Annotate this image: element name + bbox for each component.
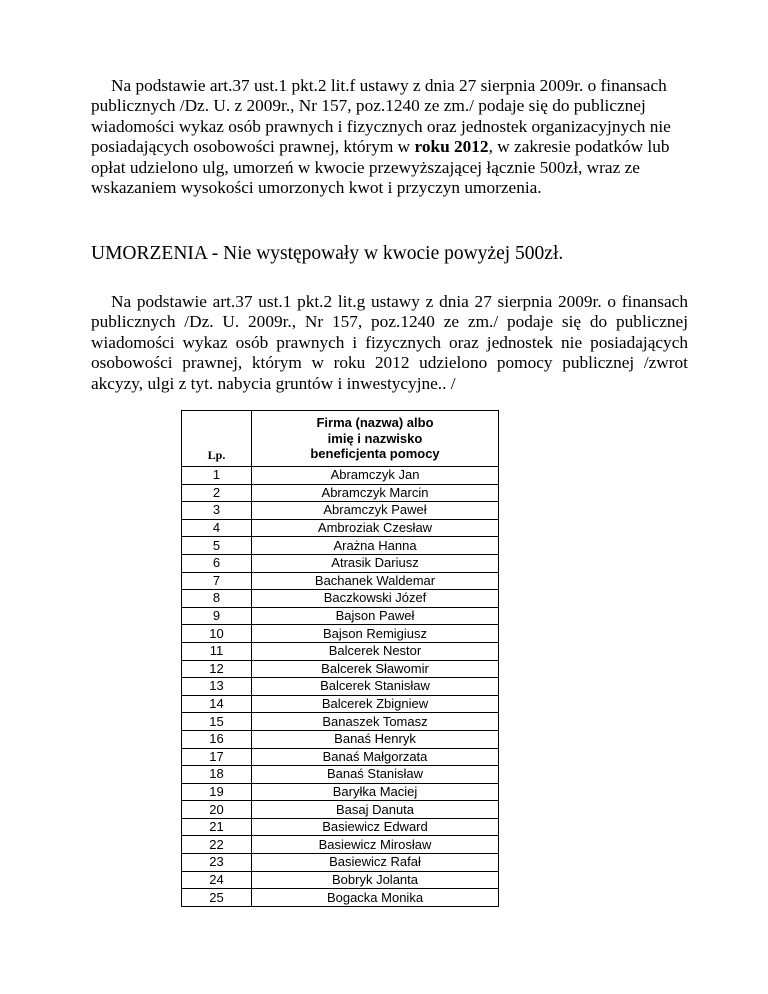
cell-lp: 8 [182, 590, 252, 608]
cell-beneficiary-name: Arażna Hanna [252, 537, 499, 555]
paragraph-text: , w zakresie podatków lub opłat udzielono ulg, umorzeń w kwocie przewyższającej łącznie 500zł, wraz ze wskazaniem wysokości umorzonych kwot i przyczyn umorzenia. [91, 137, 670, 198]
cell-beneficiary-name: Banaszek Tomasz [252, 713, 499, 731]
cell-beneficiary-name: Balcerek Stanisław [252, 678, 499, 696]
cell-beneficiary-name: Abramczyk Marcin [252, 484, 499, 502]
paragraph-bold-year: roku 2012 [414, 137, 489, 157]
cell-beneficiary-name: Baryłka Maciej [252, 783, 499, 801]
cell-beneficiary-name: Bobryk Jolanta [252, 871, 499, 889]
cell-lp: 17 [182, 748, 252, 766]
table-row [182, 854, 499, 872]
beneficiaries-table [181, 410, 499, 907]
cell-lp: 20 [182, 801, 252, 819]
cell-beneficiary-name: Bajson Paweł [252, 607, 499, 625]
cell-lp: 21 [182, 818, 252, 836]
table-row [182, 607, 499, 625]
cell-beneficiary-name: Ambroziak Czesław [252, 519, 499, 537]
cell-lp: 5 [182, 537, 252, 555]
cell-lp: 24 [182, 871, 252, 889]
cell-lp: 23 [182, 854, 252, 872]
cell-lp: 2 [182, 484, 252, 502]
cell-lp: 6 [182, 554, 252, 572]
paragraph-text: Na podstawie art.37 ust.1 pkt.2 lit.f ustawy z dnia 27 sierpnia 2009r. o finansach publicznych /Dz. U. z 2009r., Nr 157, poz.1240 ze zm./ podaje się do publicznej wiadomości wykaz osób prawnych i fizycznych oraz jednostek organizacyjnych nie posiadających osobowości prawnej, którym w [91, 76, 671, 157]
cell-lp: 18 [182, 766, 252, 784]
cell-lp: 3 [182, 502, 252, 520]
cell-lp: 22 [182, 836, 252, 854]
table-body [182, 467, 499, 907]
cell-lp: 1 [182, 467, 252, 485]
table-row [182, 678, 499, 696]
cell-beneficiary-name: Bajson Remigiusz [252, 625, 499, 643]
cell-beneficiary-name: Basiewicz Rafał [252, 854, 499, 872]
table-row [182, 519, 499, 537]
table-row [182, 748, 499, 766]
cell-beneficiary-name: Basiewicz Edward [252, 818, 499, 836]
header-line: imię i nazwisko [327, 430, 423, 446]
table-header-row [182, 411, 499, 467]
cell-lp: 11 [182, 642, 252, 660]
table-row [182, 783, 499, 801]
table-row [182, 818, 499, 836]
table-row [182, 871, 499, 889]
table-row [182, 642, 499, 660]
cell-beneficiary-name: Basaj Danuta [252, 801, 499, 819]
cell-beneficiary-name: Abramczyk Paweł [252, 502, 499, 520]
cell-lp: 16 [182, 730, 252, 748]
cell-beneficiary-name: Basiewicz Mirosław [252, 836, 499, 854]
cell-lp: 14 [182, 695, 252, 713]
cell-beneficiary-name: Atrasik Dariusz [252, 554, 499, 572]
table-row [182, 801, 499, 819]
header-line: beneficjenta pomocy [310, 446, 440, 462]
table-row [182, 590, 499, 608]
section-heading-umorzenia: UMORZENIA - Nie występowały w kwocie powyżej 500zł. [91, 243, 564, 264]
table-row [182, 625, 499, 643]
table-row [182, 695, 499, 713]
cell-beneficiary-name: Balcerek Nestor [252, 642, 499, 660]
table-row [182, 537, 499, 555]
cell-beneficiary-name: Bogacka Monika [252, 889, 499, 907]
header-line: Firma (nazwa) albo [316, 415, 434, 431]
table-row [182, 467, 499, 485]
cell-beneficiary-name: Bachanek Waldemar [252, 572, 499, 590]
table-row [182, 889, 499, 907]
cell-lp: 13 [182, 678, 252, 696]
cell-lp: 25 [182, 889, 252, 907]
cell-lp: 4 [182, 519, 252, 537]
table-row [182, 554, 499, 572]
table-row [182, 713, 499, 731]
cell-lp: 10 [182, 625, 252, 643]
table-row [182, 660, 499, 678]
table-row [182, 572, 499, 590]
cell-lp: 12 [182, 660, 252, 678]
table-row [182, 730, 499, 748]
cell-beneficiary-name: Abramczyk Jan [252, 467, 499, 485]
cell-beneficiary-name: Banaś Małgorzata [252, 748, 499, 766]
cell-lp: 7 [182, 572, 252, 590]
cell-lp: 19 [182, 783, 252, 801]
cell-lp: 15 [182, 713, 252, 731]
table-row [182, 484, 499, 502]
column-header-lp: Lp. [182, 411, 252, 467]
cell-beneficiary-name: Balcerek Zbigniew [252, 695, 499, 713]
cell-beneficiary-name: Balcerek Sławomir [252, 660, 499, 678]
cell-beneficiary-name: Baczkowski Józef [252, 590, 499, 608]
column-header-beneficiary [252, 411, 499, 467]
table-row [182, 836, 499, 854]
table-row [182, 502, 499, 520]
paragraph-pomoc-publiczna-intro: Na podstawie art.37 ust.1 pkt.2 lit.g ustawy z dnia 27 sierpnia 2009r. o finansach publicznych /Dz. U. 2009r., Nr 157, poz.1240 ze zm./ podaje się do publicznej wiadomości wykaz osób prawnych i fizycznych oraz jednostek nie posiadających osobowości prawnej, którym w roku 2012 udzielono pomocy publicznej /zwrot akcyzy, ulgi z tyt. nabycia gruntów i inwestycyjne.. / [91, 292, 688, 393]
cell-lp: 9 [182, 607, 252, 625]
cell-beneficiary-name: Banaś Henryk [252, 730, 499, 748]
cell-beneficiary-name: Banaś Stanisław [252, 766, 499, 784]
paragraph-umorzenia-intro [91, 76, 681, 198]
table-row [182, 766, 499, 784]
